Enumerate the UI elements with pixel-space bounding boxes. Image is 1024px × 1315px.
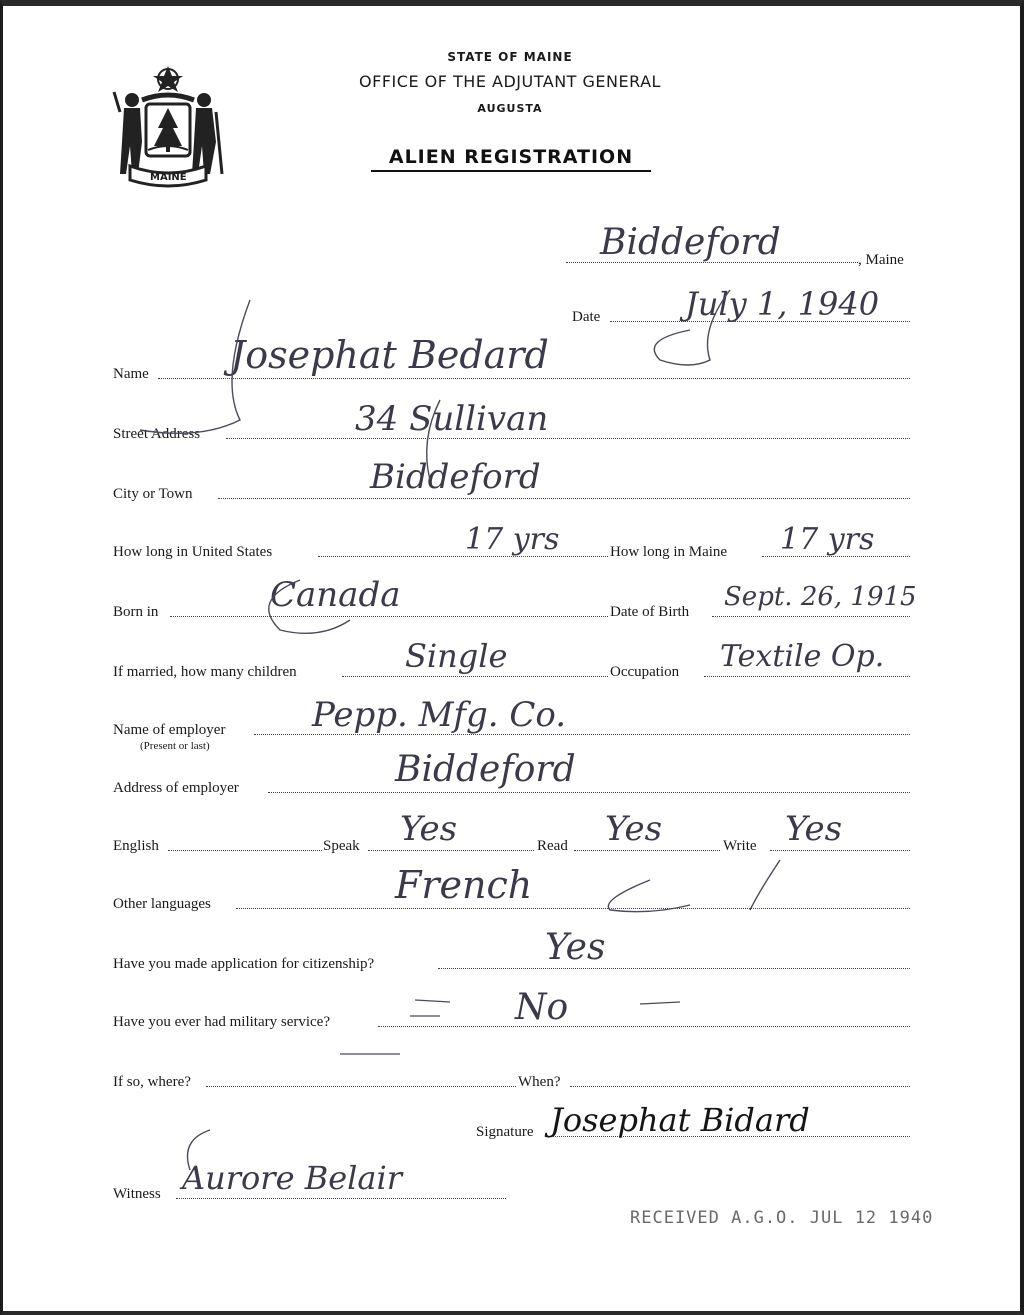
when-line [570, 1086, 910, 1087]
when-label: When? [518, 1074, 561, 1090]
english-label: English [113, 838, 159, 854]
read-value: Yes [605, 809, 663, 849]
date-value: July 1, 1940 [685, 285, 880, 323]
citizenship-line [438, 968, 910, 969]
city-value: Biddeford [370, 457, 541, 497]
name-value: Josephat Bedard [230, 333, 549, 377]
city-line [218, 498, 910, 499]
born-in-label: Born in [113, 604, 159, 620]
speak-line [368, 850, 534, 851]
how-long-maine-label: How long in Maine [610, 544, 728, 560]
maine-state-seal [112, 62, 224, 190]
speak-label: Speak [323, 838, 360, 854]
witness-label: Witness [113, 1186, 161, 1202]
other-languages-value: French [395, 863, 533, 907]
employer-address-line [268, 792, 910, 793]
street-address-line [226, 438, 910, 439]
employer-name-label: Name of employer [113, 722, 226, 738]
citizenship-label: Have you made application for citizenship? [113, 956, 375, 972]
form-title: ALIEN REGISTRATION [371, 146, 651, 172]
born-in-value: Canada [270, 575, 401, 615]
if-so-where-line [206, 1086, 516, 1087]
how-long-us-value: 17 yrs [465, 522, 560, 557]
read-line [574, 850, 720, 851]
date-label: Date [572, 309, 601, 325]
header-state: STATE OF MAINE [447, 50, 573, 64]
other-languages-line [236, 908, 910, 909]
born-in-line [170, 616, 608, 617]
other-languages-label: Other languages [113, 896, 211, 912]
employer-address-value: Biddeford [395, 749, 576, 790]
occupation-value: Textile Op. [720, 639, 885, 674]
how-long-maine-value: 17 yrs [780, 522, 875, 557]
military-label: Have you ever had military service? [113, 1014, 330, 1030]
date-of-birth-label: Date of Birth [610, 604, 690, 620]
military-value: No [515, 987, 569, 1028]
military-line [378, 1026, 910, 1027]
married-children-label: If married, how many children [113, 664, 297, 680]
if-so-where-label: If so, where? [113, 1074, 191, 1090]
occupation-label: Occupation [610, 664, 680, 680]
write-value: Yes [785, 809, 843, 849]
read-label: Read [537, 838, 568, 854]
date-of-birth-line [712, 616, 910, 617]
street-address-value: 34 Sullivan [355, 399, 549, 439]
witness-value: Aurore Belair [182, 1159, 402, 1197]
married-children-value: Single [405, 637, 508, 675]
married-children-line [342, 676, 608, 677]
received-stamp: RECEIVED A.G.O. JUL 12 1940 [630, 1208, 934, 1228]
employer-address-label: Address of employer [113, 780, 239, 796]
place-value: Biddeford [600, 222, 781, 263]
write-label: Write [723, 838, 757, 854]
write-line [770, 850, 910, 851]
signature-label: Signature [476, 1124, 534, 1140]
signature-value: Josephat Bidard [550, 1101, 810, 1139]
how-long-us-label: How long in United States [113, 544, 273, 560]
citizenship-value: Yes [545, 927, 606, 968]
name-label: Name [113, 366, 149, 382]
seal-scroll-text: MAINE [150, 172, 187, 183]
name-line [158, 378, 910, 379]
street-address-label: Street Address [113, 426, 201, 442]
occupation-line [704, 676, 910, 677]
employer-name-note: (Present or last) [140, 740, 210, 752]
how-long-us-line [318, 556, 608, 557]
header-office: OFFICE OF THE ADJUTANT GENERAL [359, 72, 661, 91]
english-line [168, 850, 322, 851]
speak-value: Yes [400, 809, 458, 849]
header-city: AUGUSTA [477, 102, 543, 115]
employer-name-value: Pepp. Mfg. Co. [312, 695, 567, 735]
witness-line [176, 1198, 506, 1199]
date-of-birth-value: Sept. 26, 1915 [724, 582, 917, 612]
city-label: City or Town [113, 486, 193, 502]
maine-label: , Maine [858, 252, 904, 268]
